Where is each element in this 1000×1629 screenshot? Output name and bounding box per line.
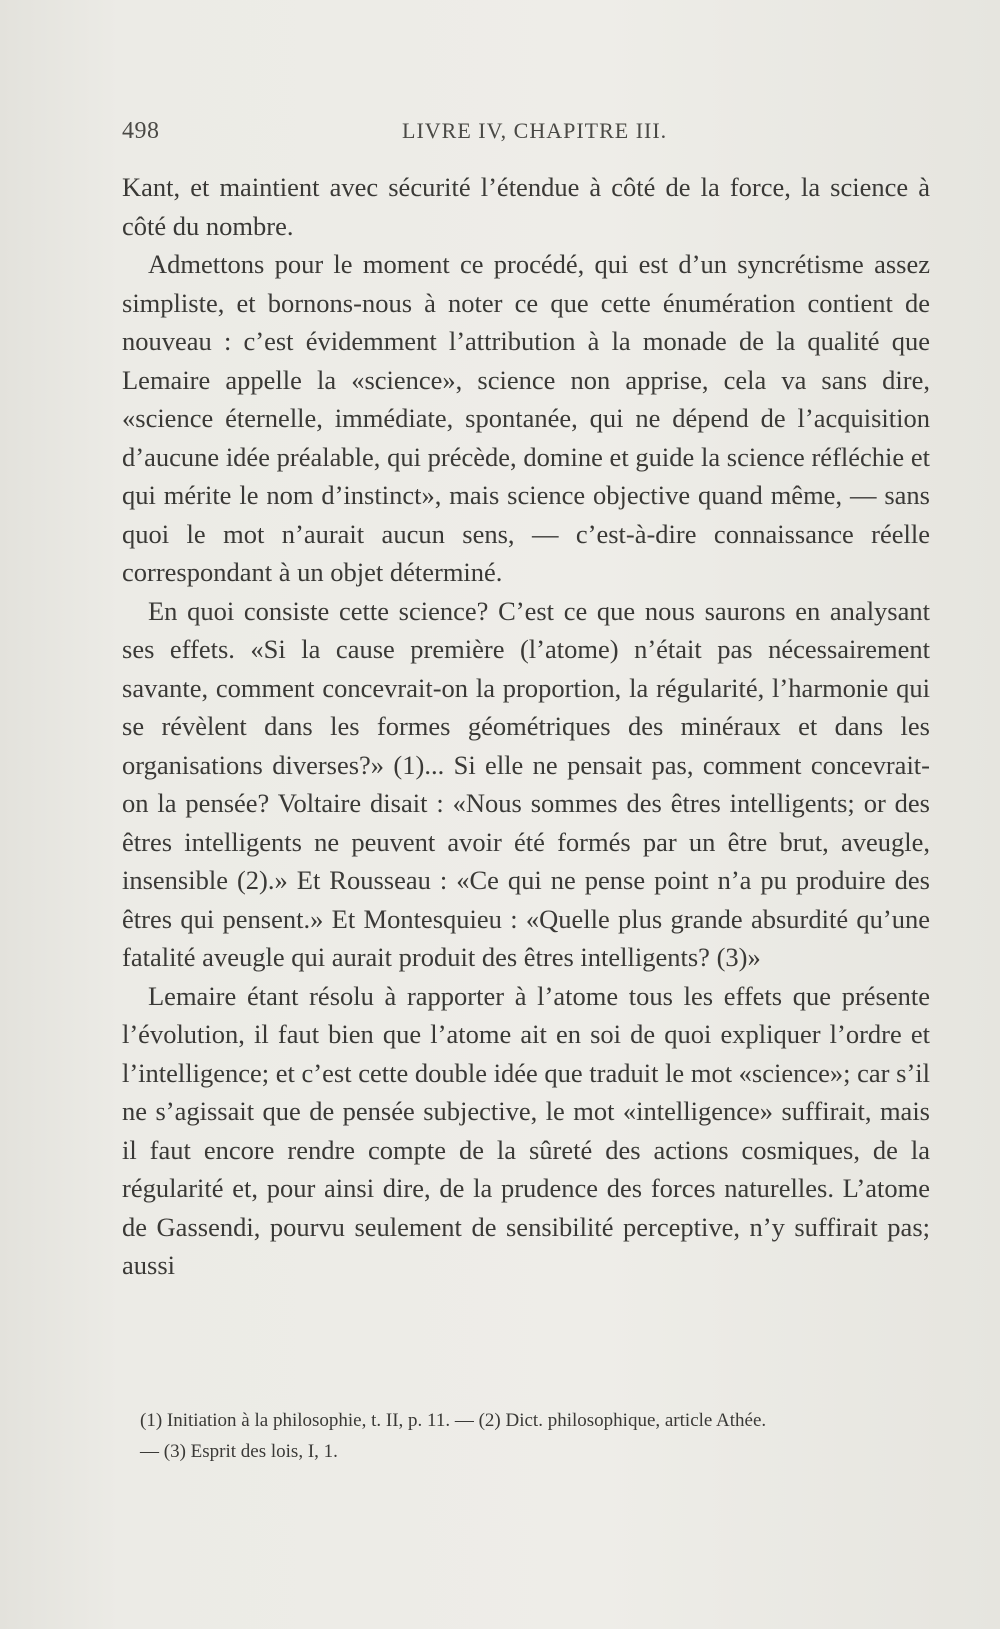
footnote: — (3) Esprit des lois, I, 1. (140, 1441, 338, 1462)
body-text (122, 168, 930, 1285)
footnote: (1) Initiation à la philosophie, t. II, p. 11. — (2) Dict. philosophique, article Athée. (140, 1410, 767, 1431)
paragraph: Lemaire étant résolu à rapporter à l’atome tous les effets que présente l’évolution, il faut bien que l’atome ait en soi de quoi expliquer l’ordre et l’intelligence; et c’est cette double idée que traduit le mot «science»; car s’il ne s’agissait que de pensée subjective, le mot «intelligence» suffirait, mais il faut encore rendre compte de la sûreté des actions cosmiques, de la régularité et, pour ainsi dire, de la prudence des forces naturelles. L’atome de Gassendi, pourvu seulement de sensibilité perceptive, n’y suffirait pas; aussi (122, 980, 930, 1280)
paragraph: Kant, et maintient avec sécurité l’étendue à côté de la force, la science à côté du nombre. (122, 172, 930, 241)
page-header (122, 118, 930, 148)
page-number: 498 (122, 118, 160, 144)
paragraph: Admettons pour le moment ce procédé, qui est d’un syncrétisme assez simpliste, et bornons-nous à noter ce que cette énumération contient de nouveau : c’est évidemment l’attribution à la monade de la qualité que Lemaire appelle la «science», science non apprise, cela va sans dire, «science éternelle, immédiate, spontanée, qui ne dépend de l’acquisition d’aucune idée préalable, qui précède, domine et guide la science réfléchie et qui mérite le nom d’instinct», mais science objective quand même, — sans quoi le mot n’aurait aucun sens, — c’est-à-dire connaissance réelle correspondant à un objet déterminé. (122, 249, 930, 587)
running-title: LIVRE IV, CHAPITRE III. (402, 118, 668, 143)
paragraph: En quoi consiste cette science? C’est ce que nous saurons en analysant ses effets. «Si la cause première (l’atome) n’était pas nécessairement savante, comment concevrait-on la proportion, la régularité, l’harmonie qui se révèlent dans les formes géométriques des minéraux et dans les organisations diverses?» (1)... Si elle ne pensait pas, comment concevrait-on la pensée? Voltaire disait : «Nous sommes des êtres intelligents; or des êtres intelligents ne peuvent avoir été formés par un être brut, aveugle, insensible (2).» Et Rousseau : «Ce qui ne pense point n’a pu produire des êtres qui pensent.» Et Montesquieu : «Quelle plus grande absurdité qu’une fatalité aveugle qui aurait produit des êtres intelligents? (3)» (122, 595, 930, 972)
footnotes (122, 1405, 930, 1467)
